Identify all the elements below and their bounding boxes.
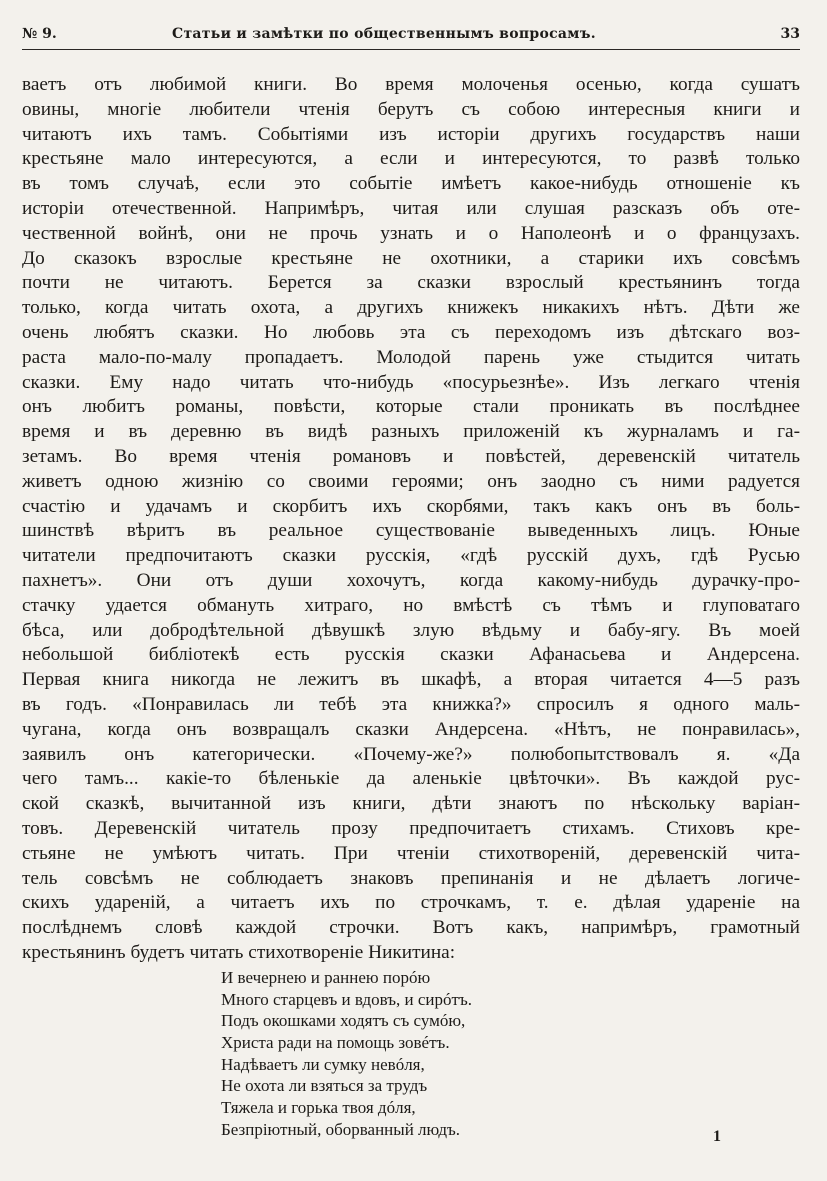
text-line: стачку удается обмануть хитраго, но вмѣстѣ съ тѣмъ и глуповатаго (22, 594, 800, 616)
text-line: сказки. Ему надо читать что-нибудь «посурьезнѣе». Изъ легкаго чтенія (22, 371, 800, 393)
text-line: До сказокъ взрослые крестьяне не охотники, а старики ихъ совсѣмъ (22, 247, 800, 269)
text-line: чугана, когда онъ возвращалъ сказки Андерсена. «Нѣтъ, не понравилась», (22, 718, 800, 740)
text-line: чего тамъ... какіе-то бѣленькіе да аленькіе цвѣточки». Въ каждой рус- (22, 768, 800, 790)
text-line: почти не читаютъ. Берется за сказки взрослый крестьянинъ тогда (22, 272, 800, 294)
text-line: крестьянинъ будетъ читать стихотвореніе Никитина: (22, 941, 456, 963)
text-line: исторіи отечественной. Напримѣръ, читая или слушая разсказъ объ оте- (22, 197, 800, 219)
text-line: читаютъ ихъ тамъ. Событіями изъ исторіи другихъ государствъ наши (22, 123, 800, 145)
section-title: Статьи и замѣтки по общественнымъ вопросамъ. (172, 26, 596, 42)
text-line: только, когда читать охота, а другихъ книжекъ никакихъ нѣтъ. Дѣти же (22, 297, 800, 319)
text-line: счастію и удачамъ и скорбитъ ихъ скорбями, такъ какъ онъ въ боль- (22, 495, 800, 517)
text-line: стьяне не умѣютъ читать. При чтеніи стихотвореній, деревенскій чита- (22, 842, 800, 864)
text-line: товъ. Деревенскій читатель прозу предпочитаетъ стихамъ. Стиховъ кре- (22, 817, 800, 839)
text-line: время и въ деревню въ видѣ разныхъ приложеній къ журналамъ и га- (22, 421, 800, 443)
header-rule (22, 49, 800, 50)
text-line: пахнетъ». Они отъ души хохочутъ, когда какому-нибудь дурачку-про- (22, 569, 800, 591)
text-line: чественной войнѣ, они не прочь узнать и о Наполеонѣ и о французахъ. (22, 222, 800, 244)
poem-line: Безпріютный, оборванный людъ. (221, 1119, 461, 1139)
poem-line: Подъ окошками ходятъ съ сумóю, (221, 1011, 466, 1031)
text-line: Первая книга никогда не лежитъ въ шкафѣ, а вторая читается 4—5 разъ (22, 669, 800, 691)
issue-number: № 9. (22, 26, 57, 42)
poem-quote (221, 967, 472, 1141)
signature-mark: 1 (713, 1128, 721, 1145)
text-line: живетъ одною жизнію со своими героями; онъ заодно съ ними радуется (22, 470, 800, 492)
poem-line: Надѣваетъ ли сумку невóля, (221, 1054, 425, 1074)
text-line: бѣса, или добродѣтельной дѣвушкѣ злую вѣдьму и бабу-ягу. Въ моей (22, 619, 800, 641)
poem-line: Не охота ли взяться за трудъ (221, 1076, 428, 1096)
text-line: тель совсѣмъ не соблюдаетъ знаковъ препинанія и не дѣлаетъ логиче- (22, 867, 800, 889)
page-number: 33 (780, 26, 800, 42)
text-line: скихъ удареній, а читаетъ ихъ по строчкамъ, т. е. дѣлая удареніе на (22, 892, 800, 914)
poem-line: Много старцевъ и вдовъ, и сирóтъ. (221, 989, 472, 1009)
poem-line: И вечернею и раннею порóю (221, 968, 431, 987)
text-line: раста мало-по-малу пропадаетъ. Молодой парень уже стыдится читать (22, 346, 800, 368)
text-line: очень любятъ сказки. Но любовь эта съ переходомъ изъ дѣтскаго воз- (22, 321, 800, 343)
text-line: ваетъ отъ любимой книги. Во время молоченья осенью, когда сушатъ (22, 74, 800, 95)
running-header (22, 26, 800, 46)
text-line: ской сказкѣ, вычитанной изъ книги, дѣти знаютъ по нѣскольку варіан- (22, 793, 800, 815)
text-line: шинствѣ вѣритъ въ реальное существованіе выведенныхъ лицъ. Юные (22, 520, 800, 542)
text-line: въ годъ. «Понравилась ли тебѣ эта книжка?» спросилъ я одного маль- (22, 693, 800, 715)
text-line: заявилъ онъ категорически. «Почему-же?» полюбопытствовалъ я. «Да (22, 743, 800, 765)
text-line: овины, многіе любители чтенія берутъ съ собою интересныя книги и (22, 98, 800, 120)
text-line: зетамъ. Во время чтенія романовъ и повѣстей, деревенскій читатель (22, 445, 800, 467)
text-line: послѣднемъ словѣ каждой строчки. Вотъ какъ, напримѣръ, грамотный (22, 917, 800, 939)
text-line: небольшой библіотекѣ есть русскія сказки Афанасьева и Андерсена. (22, 644, 800, 666)
text-line: въ томъ случаѣ, если это событіе имѣетъ какое-нибудь отношеніе къ (22, 173, 800, 195)
body-text (22, 73, 800, 966)
text-line: онъ любитъ романы, повѣсти, которые стали проникать въ послѣднее (22, 396, 800, 418)
poem-line: Христа ради на помощь зовéтъ. (221, 1033, 450, 1053)
poem-line: Тяжела и горька твоя дóля, (221, 1098, 416, 1118)
text-line: крестьяне мало интересуются, а если и интересуются, то развѣ только (22, 148, 800, 170)
text-line: читатели предпочитаютъ сказки русскія, «гдѣ русскій духъ, гдѣ Русью (22, 545, 800, 567)
